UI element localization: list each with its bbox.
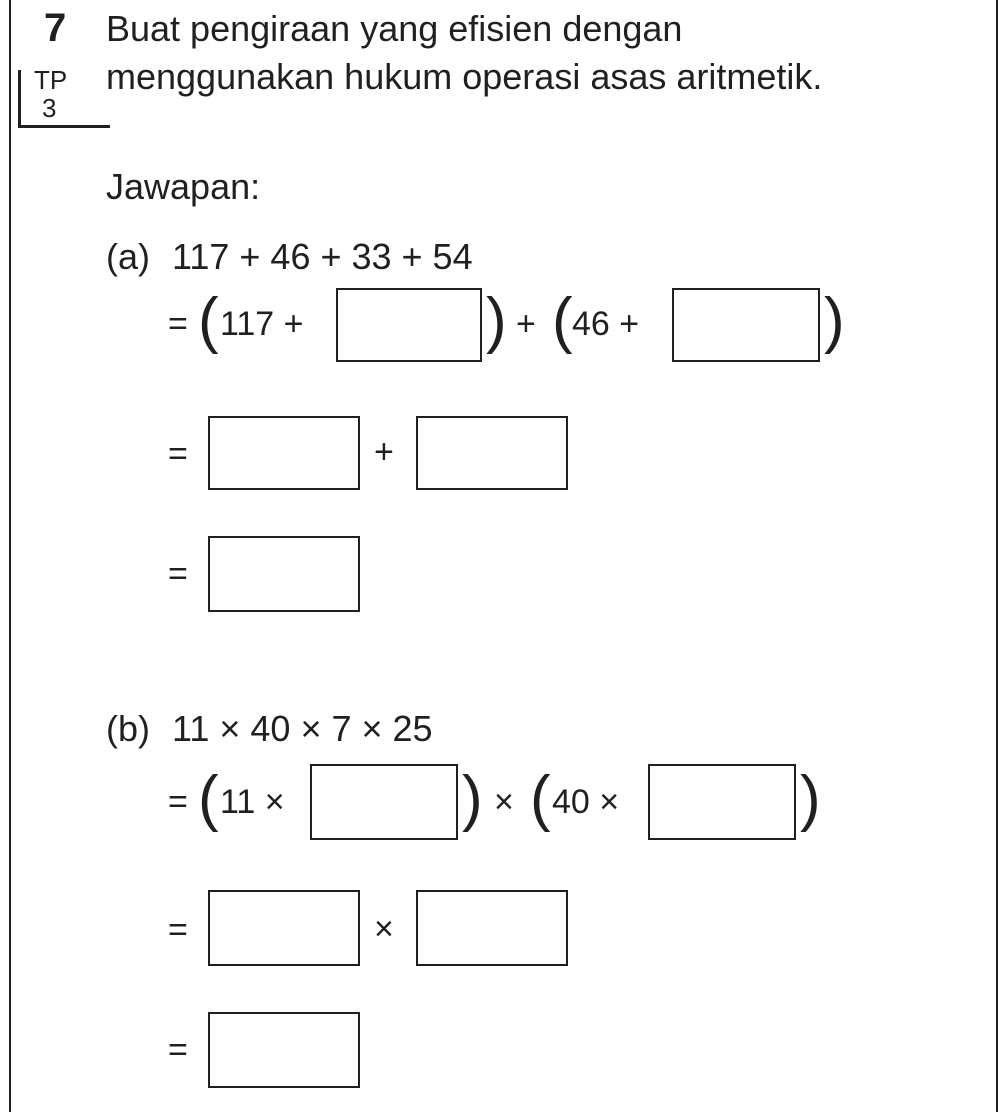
part-b-final-answer-box[interactable] <box>208 1012 360 1088</box>
part-a-step1-term-1: 117 + <box>220 305 304 343</box>
question-text-line-2: menggunakan hukum operasi asas aritmetik. <box>106 56 823 97</box>
part-a-step1-open-paren-1: ( <box>198 286 219 355</box>
part-b-step3-equals: = <box>168 1031 188 1069</box>
part-b-step2-answer-box-1[interactable] <box>208 890 360 966</box>
part-a-step1-close-paren-2: ) <box>824 286 845 355</box>
page-right-border <box>996 0 998 1112</box>
part-a-step1-term-2: 46 + <box>572 305 640 343</box>
part-b-step1-term-2: 40 × <box>552 783 620 821</box>
badge-bracket-vertical <box>18 70 21 128</box>
part-a-step1-close-paren-1: ) <box>486 286 507 355</box>
part-b-expression: 11 × 40 × 7 × 25 <box>172 708 433 749</box>
page-left-border <box>9 0 11 1112</box>
part-a-step1-open-paren-2: ( <box>552 286 573 355</box>
part-b-step2-times: × <box>374 910 394 948</box>
tp-level-number: 3 <box>42 93 57 123</box>
part-b-step1-close-paren-2: ) <box>800 764 821 833</box>
part-a-step1-plus: + <box>516 305 536 343</box>
part-a-step1-equals: = <box>168 305 188 343</box>
part-a-expression: 117 + 46 + 33 + 54 <box>172 236 473 277</box>
part-a-step1-answer-box-2[interactable] <box>672 288 820 362</box>
part-a-label: (a) <box>106 236 150 277</box>
part-b-step1-term-1: 11 × <box>220 783 285 821</box>
part-a-step1-answer-box-1[interactable] <box>336 288 482 362</box>
part-b-step2-answer-box-2[interactable] <box>416 890 568 966</box>
question-number: 7 <box>44 6 67 50</box>
part-a-step2-answer-box-2[interactable] <box>416 416 568 490</box>
part-a-step3-equals: = <box>168 555 188 593</box>
part-b-step1-times: × <box>494 783 514 821</box>
tp-label: TP <box>34 65 68 95</box>
tp-level-badge <box>18 66 110 128</box>
part-b-step1-close-paren-1: ) <box>462 764 483 833</box>
part-b-step1-equals: = <box>168 783 188 821</box>
part-a-step2-answer-box-1[interactable] <box>208 416 360 490</box>
part-a-step2-equals: = <box>168 435 188 473</box>
badge-bracket-horizontal <box>18 125 110 128</box>
part-b-step1-open-paren-1: ( <box>198 764 219 833</box>
part-b-step1-answer-box-1[interactable] <box>310 764 458 840</box>
part-b-step1-answer-box-2[interactable] <box>648 764 796 840</box>
question-text-line-1: Buat pengiraan yang efisien dengan <box>106 8 683 49</box>
part-a-step2-plus: + <box>374 433 394 471</box>
part-a-final-answer-box[interactable] <box>208 536 360 612</box>
part-b-step2-equals: = <box>168 911 188 949</box>
part-b-label: (b) <box>106 708 150 749</box>
part-b-step1-open-paren-2: ( <box>530 764 551 833</box>
answer-heading: Jawapan: <box>106 166 261 207</box>
